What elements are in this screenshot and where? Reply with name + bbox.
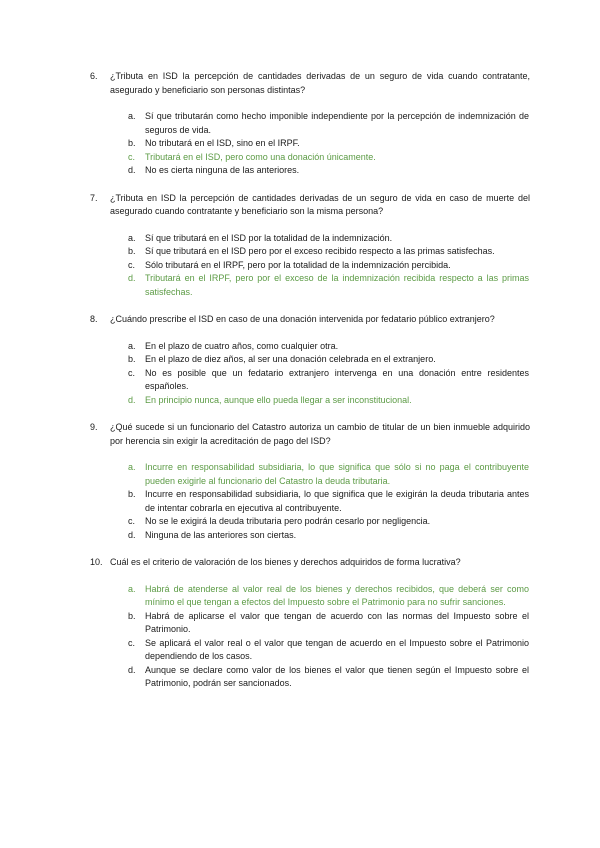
- question-header: [0, 192, 600, 219]
- answer-option: [0, 637, 600, 664]
- option-text: Tributará en el ISD, pero como una donación únicamente.: [145, 151, 376, 162]
- answer-option: [0, 529, 600, 543]
- option-letter: c.: [128, 516, 136, 526]
- option-text: Sí que tributará en el ISD pero por el exceso recibido respecto a las primas satisfechas.: [145, 246, 495, 256]
- question-number: 9.: [90, 422, 98, 432]
- option-letter: c.: [128, 637, 136, 648]
- option-letter: d.: [128, 273, 136, 283]
- option-text: Ninguna de las anteriores son ciertas.: [145, 529, 297, 540]
- question-text: ¿Tributa en ISD la percepción de cantidades derivadas de un seguro de vida en caso de muerte del asegurado cuando contratante y beneficiario son la misma persona?: [110, 192, 530, 216]
- option-letter: b.: [128, 246, 136, 256]
- option-text: Habrá de aplicarse el valor que tengan de acuerdo con las normas del Impuesto sobre el Patrimonio.: [145, 610, 529, 634]
- question-text: Cuál es el criterio de valoración de los bienes y derechos adquiridos de forma lucrativa?: [110, 557, 461, 567]
- answer-option: [0, 164, 600, 178]
- option-text: Tributará en el IRPF, pero por el exceso de la indemnización recibida respecto a las primas satisfechas.: [145, 273, 529, 297]
- option-text: Sí que tributará en el ISD por la totalidad de la indemnización.: [145, 232, 393, 243]
- option-text: Se aplicará el valor real o el valor que tengan de acuerdo en el Impuesto sobre el Patrimonio dependiendo de los casos.: [145, 637, 529, 661]
- answer-options: [0, 340, 600, 408]
- answer-option-correct: [0, 394, 600, 408]
- option-letter: d.: [128, 165, 136, 175]
- option-text: En el plazo de diez años, al ser una donación celebrada en el extranjero.: [145, 354, 436, 364]
- option-text: En principio nunca, aunque ello pueda llegar a ser inconstitucional.: [145, 394, 412, 405]
- question-number: 6.: [90, 71, 98, 81]
- option-letter: b.: [128, 489, 136, 499]
- question-1: [0, 70, 600, 178]
- answer-options: [0, 583, 600, 691]
- answer-option: [0, 367, 600, 394]
- answer-option: [0, 259, 600, 273]
- question-text: ¿Qué sucede si un funcionario del Catastro autoriza un cambio de titular de un bien inmueble adquirido por herencia sin exigir la acreditación de pago del ISD?: [110, 422, 530, 446]
- option-text: No es posible que un fedatario extranjero intervenga en una donación entre residentes españoles.: [145, 367, 529, 391]
- option-text: No se le exigirá la deuda tributaria pero podrán cesarlo por negligencia.: [145, 516, 431, 526]
- answer-option: [0, 488, 600, 515]
- option-letter: b.: [128, 610, 136, 621]
- option-letter: c.: [128, 367, 136, 378]
- answer-options: [0, 110, 600, 178]
- answer-option: [0, 245, 600, 259]
- answer-option-correct: [0, 461, 600, 488]
- question-header: [0, 70, 600, 97]
- option-letter: b.: [128, 138, 136, 148]
- question-5: [0, 556, 600, 691]
- option-letter: a.: [128, 111, 136, 121]
- question-4: [0, 421, 600, 542]
- question-text: ¿Tributa en ISD la percepción de cantidades derivadas de un seguro de vida cuando contratante, asegurado y beneficiario son personas distintas?: [110, 71, 530, 95]
- option-letter: c.: [128, 151, 136, 162]
- option-letter: a.: [128, 462, 136, 472]
- option-letter: d.: [128, 664, 136, 675]
- question-number: 8.: [90, 314, 98, 324]
- option-text: No tributará en el ISD, sino en el IRPF.: [145, 138, 300, 148]
- answer-options: [0, 232, 600, 300]
- option-text: Incurre en responsabilidad subsidiaria, lo que significa que sólo si no paga el contribuyente pueden exigirle al funcionario del Catastro la deuda tributaria.: [145, 462, 529, 486]
- answer-option: [0, 137, 600, 151]
- answer-option: [0, 353, 600, 367]
- option-text: Sí que tributarán como hecho imponible independiente por la percepción de indemnización de seguros de vida.: [145, 111, 529, 135]
- question-2: [0, 192, 600, 300]
- answer-option: [0, 232, 600, 246]
- option-text: Aunque se declare como valor de los bienes el valor que tienen según el Impuesto sobre el Patrimonio, podrán ser sancionados.: [145, 664, 529, 688]
- question-3: [0, 313, 600, 407]
- question-number: 7.: [90, 192, 98, 203]
- question-header: [0, 556, 600, 570]
- option-letter: c.: [128, 259, 136, 270]
- option-letter: b.: [128, 354, 136, 364]
- question-list: [0, 70, 600, 705]
- answer-option: [0, 515, 600, 529]
- option-text: En el plazo de cuatro años, como cualquier otra.: [145, 340, 339, 351]
- option-text: Incurre en responsabilidad subsidiaria, lo que significa que le exigirán la deuda tributaria antes de intentar cobrarla en ejecutiva al contribuyente.: [145, 489, 529, 513]
- option-letter: a.: [128, 232, 136, 243]
- option-letter: d.: [128, 529, 136, 540]
- question-header: [0, 313, 600, 327]
- option-letter: a.: [128, 340, 136, 351]
- answer-option: [0, 340, 600, 354]
- option-text: Habrá de atenderse al valor real de los bienes y derechos recibidos, que deberá ser como mínimo el que tengan a efectos del Impuesto sobre el Patrimonio para no sufrir sanciones.: [145, 583, 529, 607]
- answer-option-correct: [0, 151, 600, 165]
- question-header: [0, 421, 600, 448]
- option-letter: d.: [128, 394, 136, 405]
- answer-option-correct: [0, 583, 600, 610]
- option-text: Sólo tributará en el IRPF, pero por la totalidad de la indemnización percibida.: [145, 259, 451, 270]
- question-text: ¿Cuándo prescribe el ISD en caso de una donación intervenida por fedatario público extranjero?: [110, 314, 495, 324]
- answer-options: [0, 461, 600, 542]
- answer-option: [0, 664, 600, 691]
- option-letter: a.: [128, 583, 136, 594]
- answer-option: [0, 610, 600, 637]
- answer-option: [0, 110, 600, 137]
- answer-option-correct: [0, 272, 600, 299]
- option-text: No es cierta ninguna de las anteriores.: [145, 165, 300, 175]
- question-number: 10.: [90, 557, 103, 567]
